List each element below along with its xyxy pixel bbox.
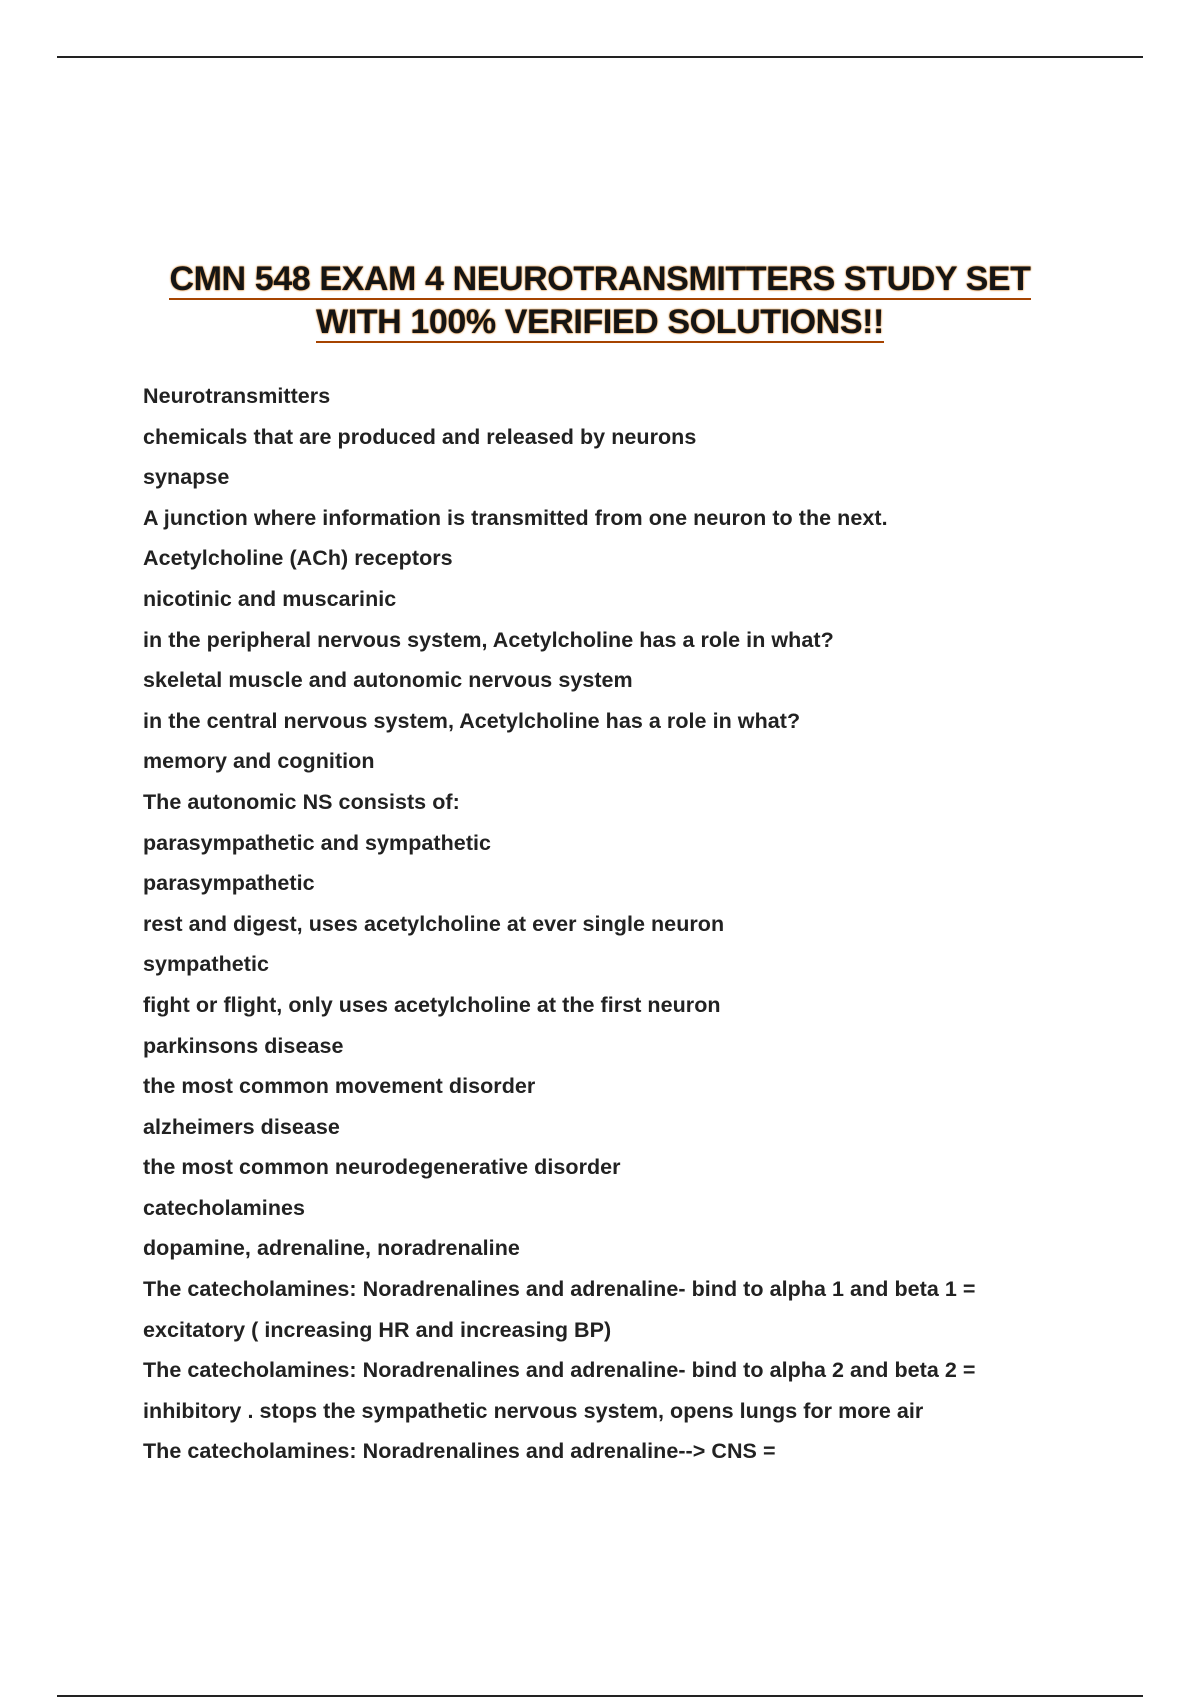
- definition-line: A junction where information is transmitted from one neuron to the next.: [143, 505, 888, 530]
- definition-line: the most common movement disorder: [143, 1074, 536, 1099]
- term-line: The catecholamines: Noradrenalines and adrenaline- bind to alpha 2 and beta 2 =: [143, 1358, 976, 1383]
- definition-line: parasympathetic and sympathetic: [143, 830, 492, 855]
- document-title-line-1: CMN 548 EXAM 4 NEUROTRANSMITTERS STUDY SET: [169, 260, 1031, 298]
- term-line: in the peripheral nervous system, Acetylcholine has a role in what?: [143, 627, 834, 652]
- definition-line: memory and cognition: [143, 749, 375, 774]
- definition-line: nicotinic and muscarinic: [143, 586, 397, 611]
- definition-line: skeletal muscle and autonomic nervous system: [143, 668, 633, 693]
- study-set-list: [143, 381, 1083, 1477]
- term-line: parkinsons disease: [143, 1033, 344, 1058]
- definition-line: chemicals that are produced and released by neurons: [143, 424, 697, 449]
- definition-line: the most common neurodegenerative disorder: [143, 1155, 621, 1180]
- term-line: The catecholamines: Noradrenalines and adrenaline--> CNS =: [143, 1439, 776, 1464]
- page-bottom-rule: [57, 1695, 1143, 1697]
- page-top-rule: [57, 56, 1143, 58]
- term-line: synapse: [143, 465, 230, 490]
- document-title-line-2: WITH 100% VERIFIED SOLUTIONS!!: [316, 303, 884, 341]
- term-line: The autonomic NS consists of:: [143, 789, 460, 814]
- definition-line: rest and digest, uses acetylcholine at ever single neuron: [143, 911, 725, 936]
- document-title: [120, 258, 1080, 344]
- term-line: The catecholamines: Noradrenalines and adrenaline- bind to alpha 1 and beta 1 =: [143, 1277, 976, 1302]
- definition-line: inhibitory . stops the sympathetic nervous system, opens lungs for more air: [143, 1398, 924, 1423]
- definition-line: fight or flight, only uses acetylcholine at the first neuron: [143, 992, 721, 1017]
- term-line: alzheimers disease: [143, 1114, 340, 1139]
- term-line: Acetylcholine (ACh) receptors: [143, 546, 453, 571]
- term-line: in the central nervous system, Acetylcholine has a role in what?: [143, 708, 801, 733]
- definition-line: excitatory ( increasing HR and increasing BP): [143, 1317, 612, 1342]
- term-line: parasympathetic: [143, 871, 315, 896]
- term-line: catecholamines: [143, 1195, 306, 1220]
- term-line: Neurotransmitters: [143, 384, 331, 408]
- definition-line: dopamine, adrenaline, noradrenaline: [143, 1236, 520, 1261]
- term-line: sympathetic: [143, 952, 270, 977]
